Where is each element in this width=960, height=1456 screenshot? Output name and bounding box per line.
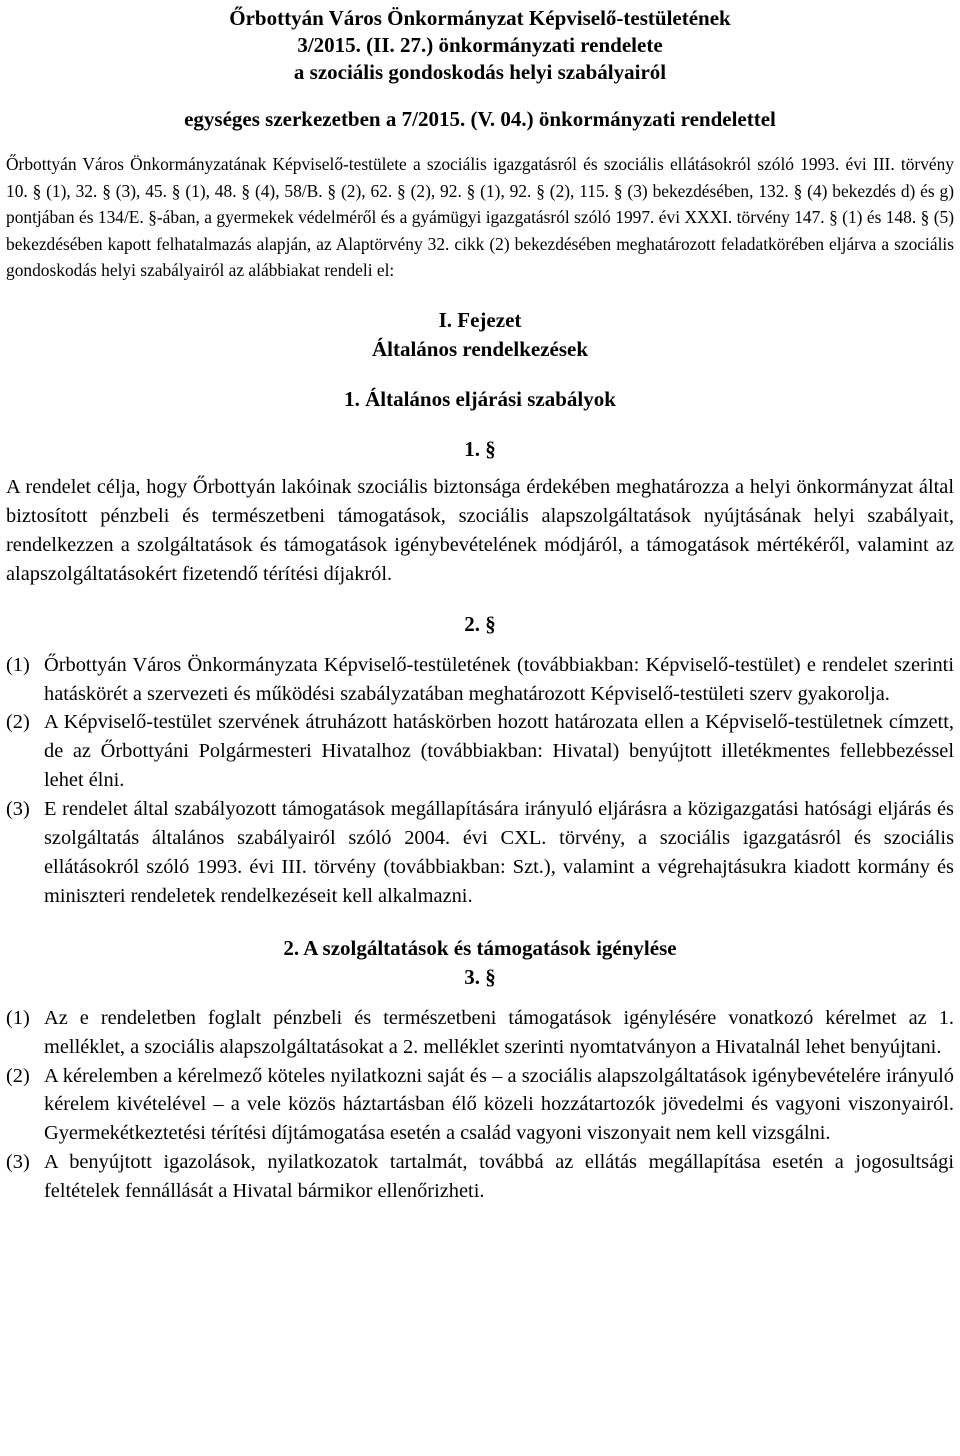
chapter-number: I. Fejezet <box>438 307 522 332</box>
list-item <box>6 1148 954 1206</box>
item-number: (3) <box>6 1151 30 1174</box>
chapter-title: Általános rendelkezések <box>371 336 589 361</box>
item-number: (2) <box>6 711 30 734</box>
item-number: (2) <box>6 1064 30 1087</box>
item-number: (1) <box>6 1006 30 1029</box>
document-header <box>6 5 954 133</box>
item-text: E rendelet által szabályozott támogatások megállapítására irányuló eljárásra a közigazgatási hatósági eljárás és szolgáltatás általános szabályairól szóló 2004. évi CXL. törvény, a szociális igazgatásról és szociális ellátásokról szóló 1993. évi III. törvény (továbbiakban: Szt.), valamint a végrehajtásukra kiadott kormány és miniszteri rendeletek rendelkezéseit kell alkalmazni. <box>44 798 954 907</box>
preamble-text: Őrbottyán Város Önkormányzatának Képviselő-testülete a szociális igazgatásról és szociális ellátásokról szóló 1993. évi III. törvény 10. § (1), 32. § (3), 45. § (1), 48. § (4), 58/B. § (2), 62. § (2), 92. § (1), 92. § (2), 115. § (3) bekezdésében, 132. § (4) bekezdés d) és g) pontjában és 134/E. §-ában, a gyermekek védelméről és a gyámügyi igazgatásról szóló 1997. évi XXXI. törvény 147. § (1) és 148. § (5) bekezdésében kapott felhatalmazás alapján, az Alaptörvény 32. cikk (2) bekezdésében meghatározott feladatkörében eljárva a szociális gondoskodás helyi szabályairól az alábbiakat rendeli el: <box>6 154 954 281</box>
item-number: (3) <box>6 798 30 821</box>
list-item <box>6 651 954 709</box>
item-number: (1) <box>6 653 30 676</box>
paragraph-1-text: A rendelet célja, hogy Őrbottyán lakóinak szociális biztonsága érdekében meghatározza a helyi önkormányzat által biztosított pénzbeli és természetbeni támogatások, szociális alapszolgáltatások nyújtásának helyi szabályait, rendelkezzen a szolgáltatások és támogatások igénybevételének módjáról, a támogatások mértékéről, valamint az alapszolgáltatásokért fizetendő térítési díjakról. <box>6 475 954 585</box>
document-title-line-1: Őrbottyán Város Önkormányzat Képviselő-testületének <box>229 6 731 30</box>
section-2-title: 2. A szolgáltatások és támogatások igénylése <box>283 935 677 960</box>
document-title-line-2: 3/2015. (II. 27.) önkormányzati rendelete <box>297 33 663 57</box>
document-consolidated-note: egységes szerkezetben a 7/2015. (V. 04.) önkormányzati rendelettel <box>184 107 776 131</box>
item-text: A Képviselő-testület szervének átruházott hatáskörben hozott határozata ellen a Képviselő-testületnek címzett, de az Őrbottyáni Polgármesteri Hivatalhoz (továbbiakban: Hivatal) benyújtott illetékmentes fellebbezéssel lehet élni. <box>44 711 954 792</box>
document-title-line-3: a szociális gondoskodás helyi szabályairól <box>293 60 667 84</box>
item-text: A kérelemben a kérelmező köteles nyilatkozni saját és – a szociális alapszolgáltatások igénybevételére irányuló kérelem kivételével – a vele közös háztartásban élő közeli hozzátartozók jövedelmi és vagyoni viszonyairól. Gyermekétkeztetési térítési díjtámogatása esetén a család vagyoni viszonyait nem kell vizsgálni. <box>44 1064 954 1145</box>
paragraph-3-items <box>6 1004 954 1206</box>
list-item <box>6 708 954 795</box>
chapter-heading <box>6 306 954 364</box>
item-text: Az e rendeletben foglalt pénzbeli és természetbeni támogatások igénylésére vonatkozó kérelmet az 1. melléklet, a szociális alapszolgáltatásokat a 2. melléklet szerinti nyomtatványon a Hivatalnál lehet benyújtani. <box>44 1006 954 1058</box>
item-text: Őrbottyán Város Önkormányzata Képviselő-testületének (továbbiakban: Képviselő-testület) e rendelet szerinti hatáskörét a szervezeti és működési szabályzatában meghatározott Képviselő-testületi szerv gyakorolja. <box>44 653 954 705</box>
paragraph-3-label: 3. § <box>464 964 496 989</box>
list-item <box>6 1004 954 1062</box>
item-text: A benyújtott igazolások, nyilatkozatok tartalmát, továbbá az ellátás megállapítása esetén a jogosultsági feltételek fennállását a Hivatal bármikor ellenőrizheti. <box>44 1151 954 1203</box>
paragraph-2-items <box>6 651 954 911</box>
paragraph-2-label: 2. § <box>464 611 496 636</box>
section-1-title: 1. Általános eljárási szabályok <box>344 386 616 411</box>
list-item <box>6 795 954 911</box>
paragraph-1-label: 1. § <box>464 436 496 461</box>
list-item <box>6 1062 954 1149</box>
